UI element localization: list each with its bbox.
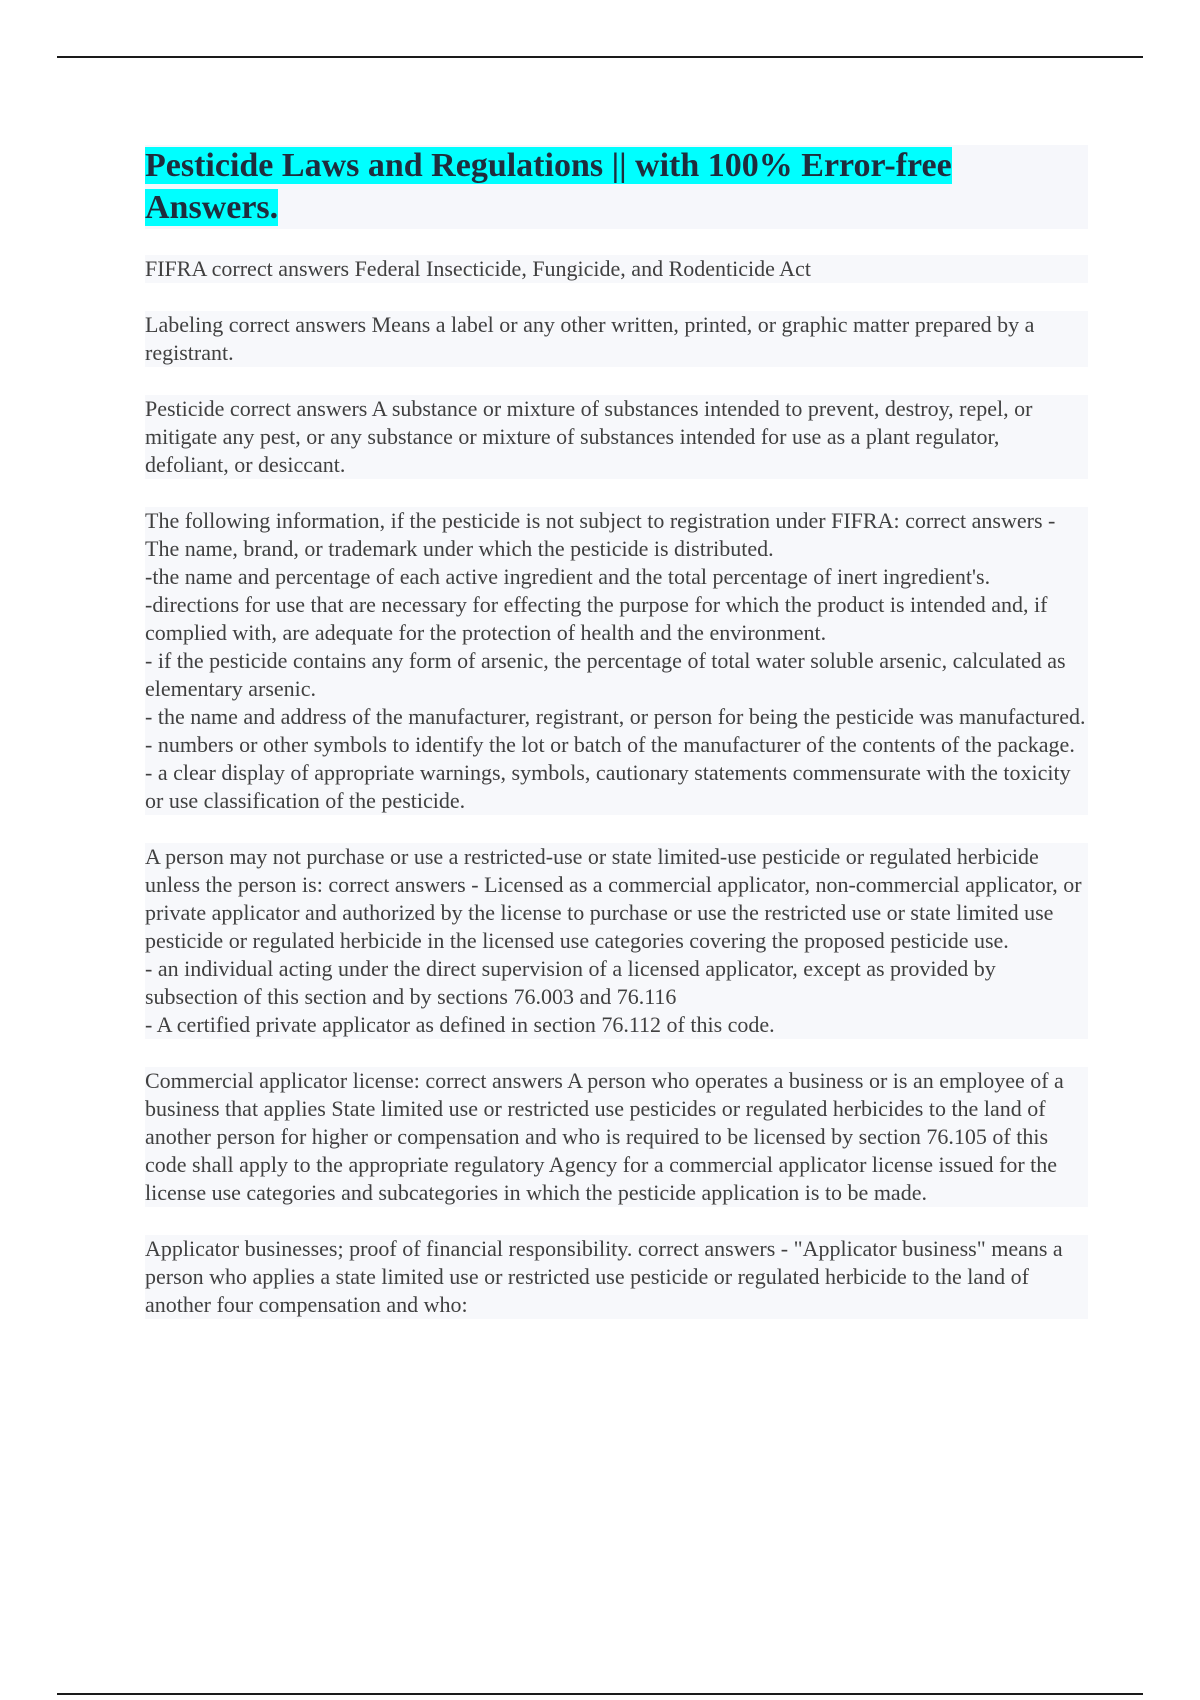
document-body [145, 145, 1088, 1347]
entry-line: - numbers or other symbols to identify the lot or batch of the manufacturer of the contents of the package. [145, 732, 1075, 757]
bottom-rule [57, 1693, 1143, 1695]
document-title-text: Pesticide Laws and Regulations || with 100% Error-free Answers. [145, 147, 952, 226]
entry-line: The following information, if the pesticide is not subject to registration under FIFRA: correct answers -The name, brand, or trademark under which the pesticide is distributed. [145, 508, 1056, 561]
entry-line: - if the pesticide contains any form of arsenic, the percentage of total water soluble arsenic, calculated as elementary arsenic. [145, 648, 1066, 701]
entry-line: Pesticide correct answers A substance or mixture of substances intended to prevent, destroy, repel, or mitigate any pest, or any substance or mixture of substances intended for use as a plant regulator, defoliant, or desiccant. [145, 396, 1033, 477]
entry-line: FIFRA correct answers Federal Insecticide, Fungicide, and Rodenticide Act [145, 256, 811, 281]
entry-line: - A certified private applicator as defined in section 76.112 of this code. [145, 1012, 775, 1037]
document-title [145, 145, 1088, 229]
entry-line: - an individual acting under the direct supervision of a licensed applicator, except as provided by subsection of this section and by sections 76.003 and 76.116 [145, 956, 996, 1009]
entry-line: - a clear display of appropriate warnings, symbols, cautionary statements commensurate with the toxicity or use classification of the pesticide. [145, 760, 1071, 813]
qa-entry-fifra [145, 255, 1088, 283]
qa-entry-applicator-businesses [145, 1235, 1088, 1319]
entry-line: A person may not purchase or use a restricted-use or state limited-use pesticide or regulated herbicide unless the person is: correct answers - Licensed as a commercial applicator, non-commercial applicator, or private applicator and authorized by the license to purchase or use the restricted use or state limited use pesticide or regulated herbicide in the licensed use categories covering the proposed pesticide use. [145, 844, 1082, 953]
entry-line: Labeling correct answers Means a label or any other written, printed, or graphic matter prepared by a registrant. [145, 312, 1035, 365]
qa-entry-restricted-use [145, 843, 1088, 1039]
qa-entry-label-information [145, 507, 1088, 815]
qa-entry-commercial-license [145, 1067, 1088, 1207]
title-block [145, 145, 1088, 229]
top-rule [57, 56, 1143, 58]
entry-line: Commercial applicator license: correct answers A person who operates a business or is an employee of a business that applies State limited use or restricted use pesticides or regulated herbicides to the land of another person for higher or compensation and who is required to be licensed by section 76.105 of this code shall apply to the appropriate regulatory Agency for a commercial applicator license issued for the license use categories and subcategories in which the pesticide application is to be made. [145, 1068, 1064, 1205]
entry-line: - the name and address of the manufacturer, registrant, or person for being the pesticide was manufactured. [145, 704, 1086, 729]
entry-line: -the name and percentage of each active ingredient and the total percentage of inert ingredient's. [145, 564, 991, 589]
qa-entry-labeling [145, 311, 1088, 367]
entry-line: Applicator businesses; proof of financial responsibility. correct answers - "Applicator business" means a person who applies a state limited use or restricted use pesticide or regulated herbicide to the land of another four compensation and who: [145, 1236, 1063, 1317]
entry-line: -directions for use that are necessary for effecting the purpose for which the product is intended and, if complied with, are adequate for the protection of health and the environment. [145, 592, 1048, 645]
qa-entry-pesticide [145, 395, 1088, 479]
